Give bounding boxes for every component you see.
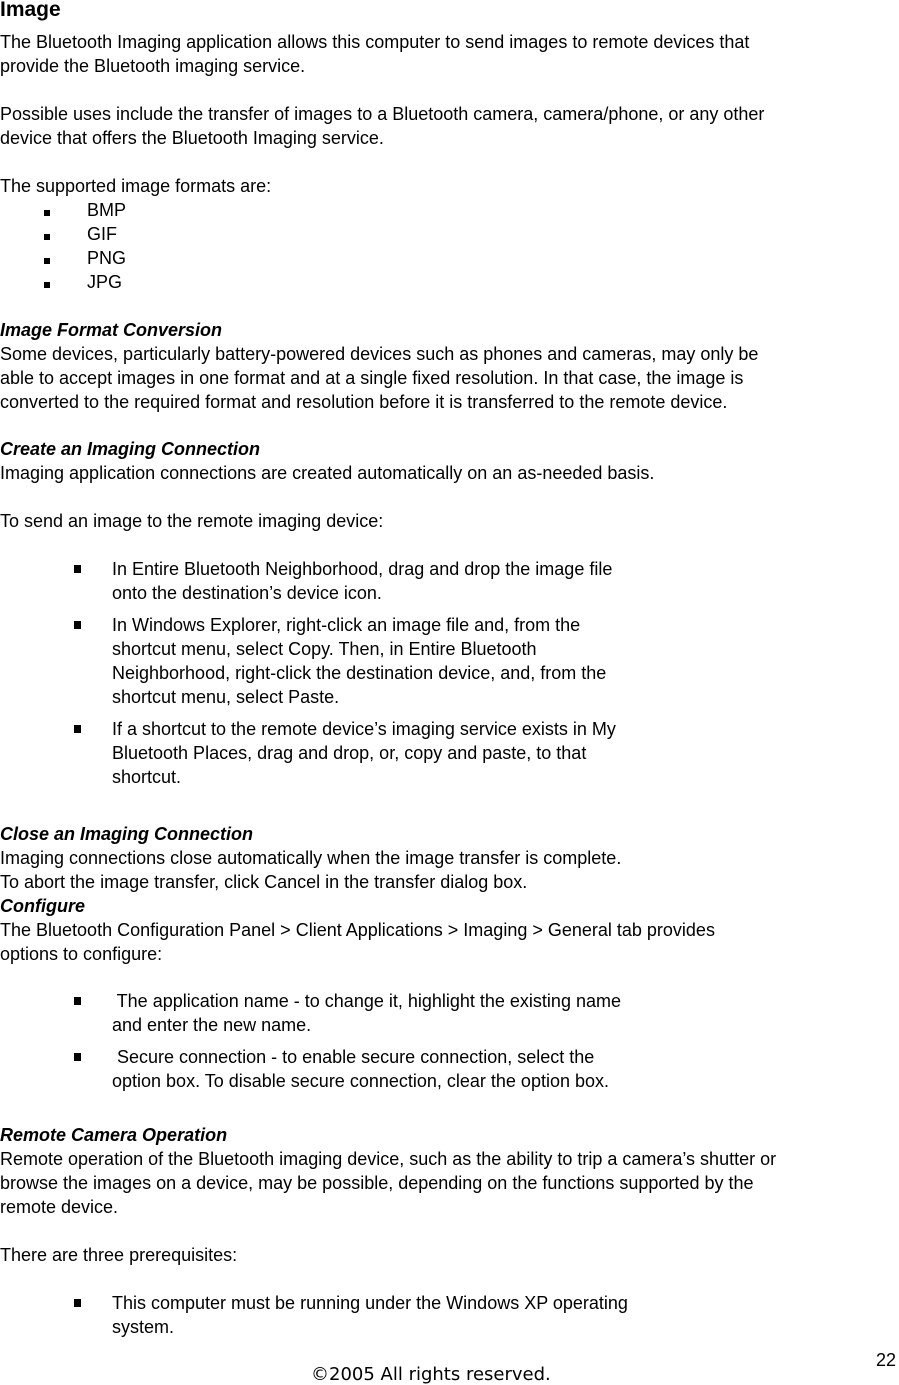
bullet-icon (74, 565, 81, 573)
text-line: options to configure: (0, 944, 163, 964)
bullet-icon (74, 725, 81, 733)
bullet-icon (74, 621, 81, 629)
text-line: provide the Bluetooth imaging service. (0, 56, 306, 76)
copyright: ©2005 All rights reserved. (311, 1364, 551, 1385)
formats-intro: The supported image formats are: (0, 176, 272, 196)
text-line: Remote operation of the Bluetooth imaging device, such as the ability to trip a camera’s shutter or (0, 1149, 777, 1169)
text-line: converted to the required format and resolution before it is transferred to the remote device. (0, 392, 728, 412)
text-line: device that offers the Bluetooth Imaging service. (0, 128, 384, 148)
text-line: Possible uses include the transfer of images to a Bluetooth camera, camera/phone, or any other (0, 104, 765, 124)
bullet-icon (74, 1299, 81, 1307)
text-line: remote device. (0, 1197, 119, 1217)
bullet-icon (74, 997, 81, 1005)
text-line: To abort the image transfer, click Cancel in the transfer dialog box. (0, 872, 528, 892)
format-item: PNG (87, 248, 127, 268)
text-line: This computer must be running under the Windows XP operating (112, 1293, 628, 1313)
text-line: Imaging connections close automatically when the image transfer is complete. (0, 848, 622, 868)
text-line: Neighborhood, right-click the destination device, and, from the (112, 663, 607, 683)
prereq-intro: There are three prerequisites: (0, 1245, 238, 1265)
section-heading-remote: Remote Camera Operation (0, 1125, 228, 1145)
text-line: Some devices, particularly battery-powered devices such as phones and cameras, may only be (0, 344, 759, 364)
page-number: 22 (875, 1350, 896, 1370)
bullet-icon (74, 1053, 81, 1061)
text-line: onto the destination’s device icon. (112, 583, 382, 603)
format-item: JPG (87, 272, 123, 292)
send-intro: To send an image to the remote imaging device: (0, 511, 384, 531)
format-item: BMP (87, 200, 127, 220)
bullet-icon (44, 282, 50, 288)
text-line: The Bluetooth Configuration Panel > Client Applications > Imaging > General tab provides (0, 920, 715, 940)
text-line: browse the images on a device, may be possible, depending on the functions supported by the (0, 1173, 754, 1193)
text-line: and enter the new name. (112, 1015, 312, 1035)
text-line: The application name - to change it, highlight the existing name (112, 991, 621, 1011)
text-line: The Bluetooth Imaging application allows this computer to send images to remote devices that (0, 32, 750, 52)
text-line: In Windows Explorer, right-click an image file and, from the (112, 615, 581, 635)
text-line: Bluetooth Places, drag and drop, or, copy and paste, to that (112, 743, 587, 763)
create-text: Imaging application connections are created automatically on an as-needed basis. (0, 463, 655, 483)
page-title: Image (0, 0, 61, 21)
text-line: option box. To disable secure connection, clear the option box. (112, 1071, 609, 1091)
bullet-icon (44, 258, 50, 264)
text-line: shortcut menu, select Paste. (112, 687, 340, 707)
text-line: In Entire Bluetooth Neighborhood, drag and drop the image file (112, 559, 613, 579)
text-line: shortcut menu, select Copy. Then, in Entire Bluetooth (112, 639, 537, 659)
section-heading-conversion: Image Format Conversion (0, 320, 223, 340)
text-line: Secure connection - to enable secure connection, select the (112, 1047, 595, 1067)
section-heading-create: Create an Imaging Connection (0, 439, 261, 459)
bullet-icon (44, 234, 50, 240)
bullet-icon (44, 210, 50, 216)
text-line: shortcut. (112, 767, 182, 787)
section-heading-close: Close an Imaging Connection (0, 824, 254, 844)
text-line: If a shortcut to the remote device’s imaging service exists in My (112, 719, 616, 739)
format-item: GIF (87, 224, 117, 244)
text-line: system. (112, 1317, 175, 1337)
section-heading-configure: Configure (0, 896, 85, 916)
text-line: able to accept images in one format and at a single fixed resolution. In that case, the image is (0, 368, 744, 388)
